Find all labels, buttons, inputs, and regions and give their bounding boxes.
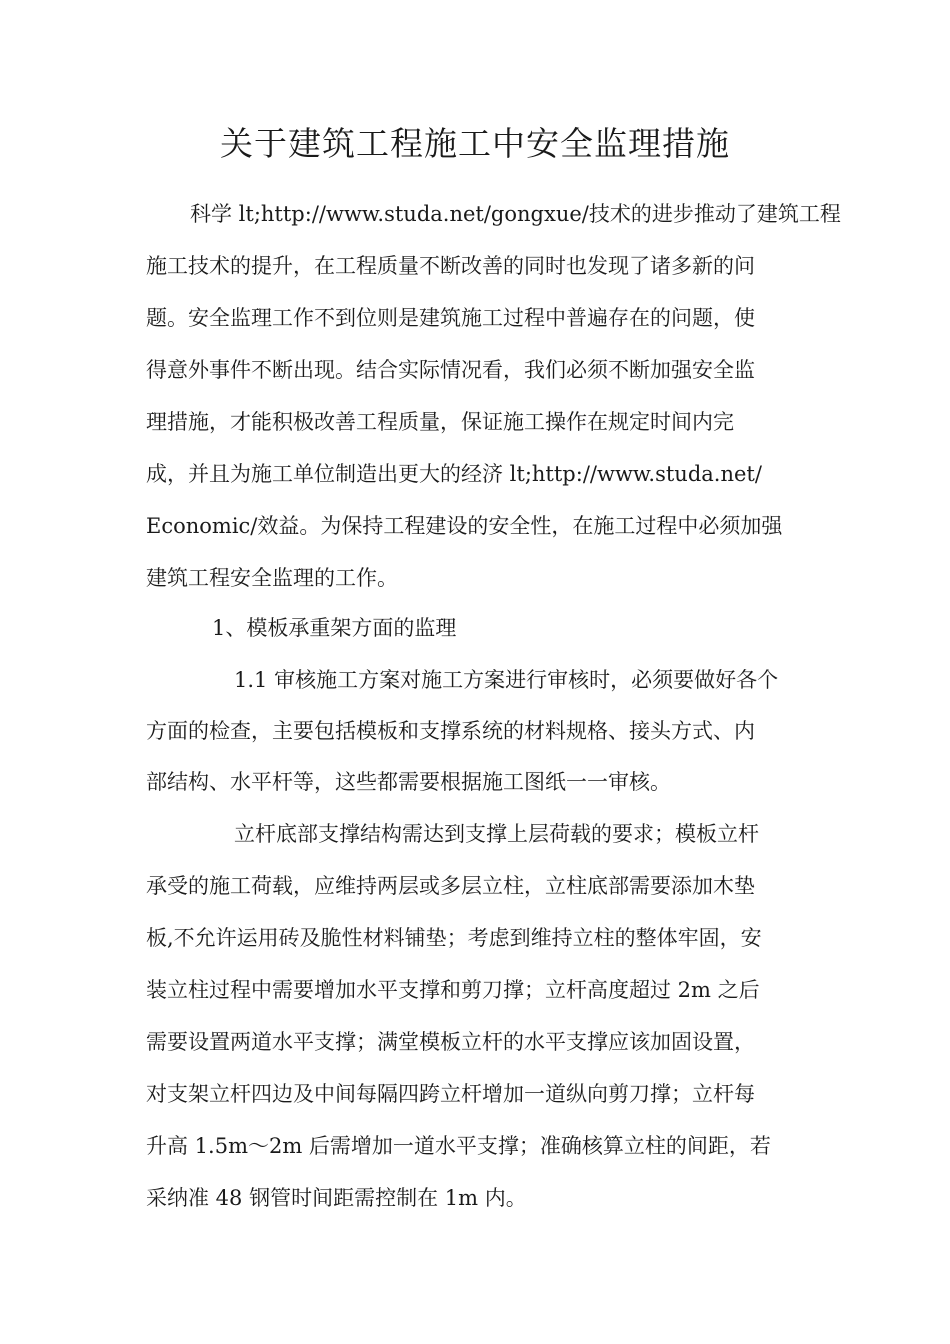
paragraph-line: Economic/效益。为保持工程建设的安全性，在施工过程中必须加强	[146, 514, 783, 538]
paragraph-line: 立杆底部支撑结构需达到支撑上层荷载的要求；模板立杆	[234, 822, 759, 846]
paragraph-line: 得意外事件不断出现。结合实际情况看，我们必须不断加强安全监	[146, 358, 755, 382]
paragraph-line: 装立柱过程中需要增加水平支撑和剪刀撑；立杆高度超过 2m 之后	[146, 978, 760, 1002]
paragraph-line: 成，并且为施工单位制造出更大的经济 lt;http://www.studa.net/	[146, 462, 762, 486]
paragraph-line: 部结构、水平杆等，这些都需要根据施工图纸一一审核。	[146, 770, 671, 794]
paragraph-line: 科学 lt;http://www.studa.net/gongxue/技术的进步推动了建筑工程	[190, 202, 841, 226]
paragraph-line: 承受的施工荷载，应维持两层或多层立柱，立柱底部需要添加木垫	[146, 874, 755, 898]
paragraph-line: 题。安全监理工作不到位则是建筑施工过程中普遍存在的问题，使	[146, 306, 755, 330]
document-title: 关于建筑工程施工中安全监理措施	[220, 124, 730, 163]
paragraph-line: 采纳准 48 钢管时间距需控制在 1m 内。	[146, 1186, 527, 1210]
paragraph-line: 板,不允许运用砖及脆性材料铺垫；考虑到维持立柱的整体牢固，安	[146, 926, 762, 950]
paragraph-line: 方面的检查，主要包括模板和支撑系统的材料规格、接头方式、内	[146, 719, 755, 743]
paragraph-line: 理措施，才能积极改善工程质量，保证施工操作在规定时间内完	[146, 410, 734, 434]
paragraph-line: 建筑工程安全监理的工作。	[146, 566, 398, 590]
paragraph-line: 需要设置两道水平支撑；满堂模板立杆的水平支撑应该加固设置，	[146, 1030, 755, 1054]
paragraph-line: 施工技术的提升，在工程质量不断改善的同时也发现了诸多新的问	[146, 254, 755, 278]
section-heading: 1、模板承重架方面的监理	[212, 616, 457, 640]
paragraph-line: 1.1 审核施工方案对施工方案进行审核时，必须要做好各个	[234, 668, 779, 692]
paragraph-line: 升高 1.5m～2m 后需增加一道水平支撑；准确核算立柱的间距，若	[146, 1134, 771, 1158]
paragraph-line: 对支架立杆四边及中间每隔四跨立杆增加一道纵向剪刀撑；立杆每	[146, 1082, 755, 1106]
